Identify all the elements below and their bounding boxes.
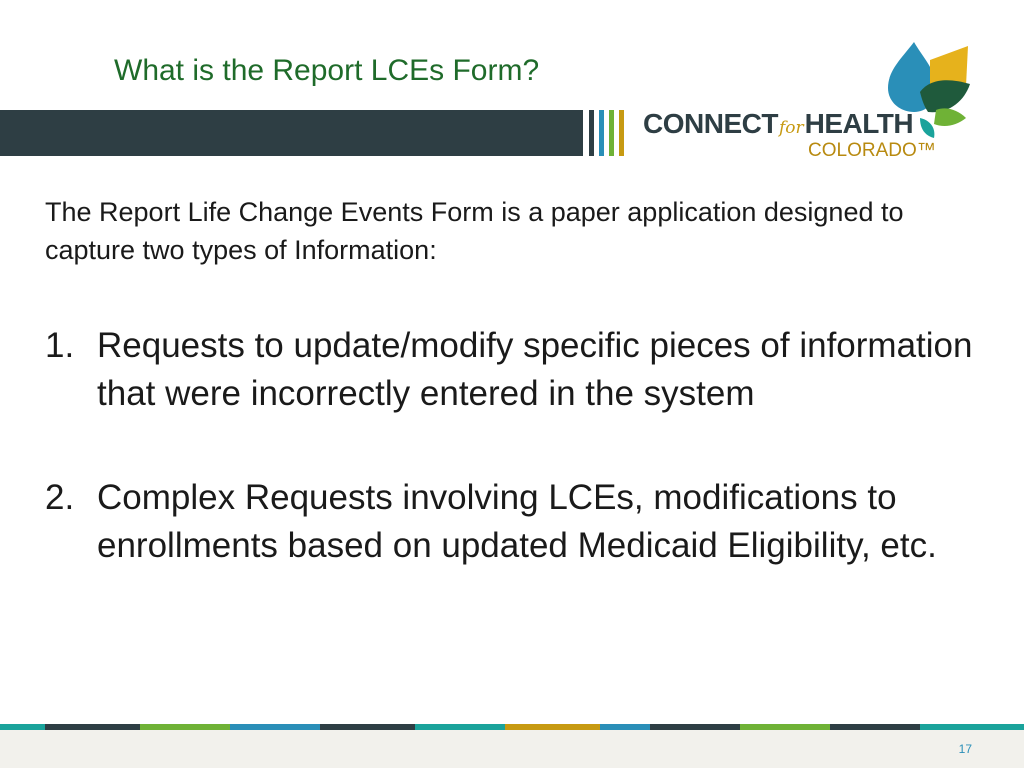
footer-bar — [0, 730, 1024, 768]
list-item — [45, 322, 985, 418]
logo-word-state: COLORADO™ — [808, 140, 936, 161]
logo-main-text — [643, 108, 913, 140]
list-item-number: 2. — [45, 478, 75, 517]
header-band — [0, 110, 583, 156]
numbered-list — [45, 322, 985, 570]
list-item-text: Requests to update/modify specific pieces of information that were incorrectly entered in the system — [97, 326, 973, 413]
list-item-text: Complex Requests involving LCEs, modifications to enrollments based on updated Medicaid Eligibility, etc. — [97, 478, 937, 565]
list-item-number: 1. — [45, 326, 75, 365]
logo-word-health: HEALTH — [804, 108, 914, 139]
page-number: 17 — [958, 742, 972, 756]
logo-word-connect: CONNECT — [643, 108, 778, 139]
header-stripes — [589, 110, 639, 156]
intro-text: The Report Life Change Events Form is a paper application designed to capture two types of Information: — [45, 197, 904, 265]
leaves-logo-icon — [880, 40, 975, 140]
logo-word-for: for — [778, 118, 804, 138]
list-item — [45, 474, 985, 570]
slide-title: What is the Report LCEs Form? — [114, 54, 540, 87]
